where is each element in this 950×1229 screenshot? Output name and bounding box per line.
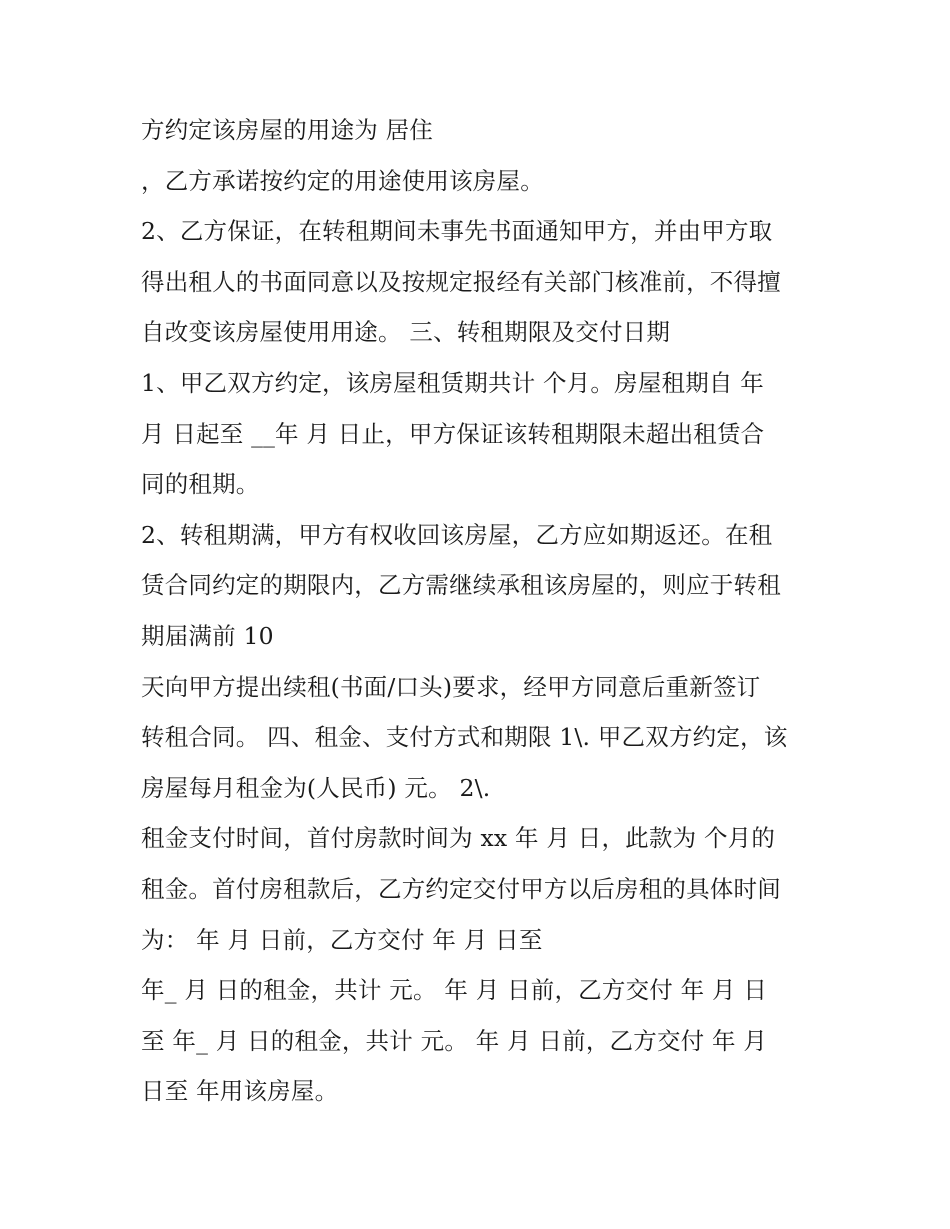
text-line: 1、甲乙双方约定，该房屋租赁期共计 个月。房屋租期自 年 <box>141 368 764 397</box>
text-line: 方约定该房屋的用途为 居住 <box>141 116 434 144</box>
text-line: ，乙方承诺按约定的用途使用该房屋。 <box>141 166 544 195</box>
text-line: 2、乙方保证，在转租期间未事先书面通知甲方，并由甲方取 <box>141 217 773 246</box>
text-line: 年_ 月 日的租金，共计 元。 年 月 日前，乙方交付 年 月 日 <box>141 976 768 1005</box>
text-line: 至 年_ 月 日的租金，共计 元。 年 月 日前，乙方交付 年 月 <box>141 1026 768 1055</box>
text-line: 2、转租期满，甲方有权收回该房屋，乙方应如期返还。在租 <box>141 520 773 549</box>
document-body <box>141 107 831 1119</box>
text-line: 赁合同约定的期限内，乙方需继续承租该房屋的，则应于转租 <box>141 571 781 600</box>
text-line: 房屋每月租金为(人民币) 元。 2\. <box>141 773 491 802</box>
text-line: 租金支付时间，首付房款时间为 xx 年 月 日，此款为 个月的 <box>141 824 776 853</box>
text-line: 月 日起至 __年 月 日止，甲方保证该转租期限未超出租赁合 <box>141 419 765 448</box>
text-line: 租金。首付房租款后，乙方约定交付甲方以后房租的具体时间 <box>141 874 781 903</box>
text-line: 转租合同。 四、租金、支付方式和期限 1\. 甲乙双方约定，该 <box>141 723 788 752</box>
text-line: 天向甲方提出续租(书面/口头)要求，经甲方同意后重新签订 <box>141 672 761 701</box>
text-line: 自改变该房屋使用用途。 三、转租期限及交付日期 <box>141 318 671 347</box>
text-line: 得出租人的书面同意以及按规定报经有关部门核准前，不得擅 <box>141 267 781 296</box>
text-line: 同的租期。 <box>141 470 260 499</box>
text-line: 期届满前 10 <box>141 621 274 650</box>
text-line: 日至 年用该房屋。 <box>141 1077 339 1106</box>
text-line: 为： 年 月 日前，乙方交付 年 月 日至 <box>141 925 543 954</box>
